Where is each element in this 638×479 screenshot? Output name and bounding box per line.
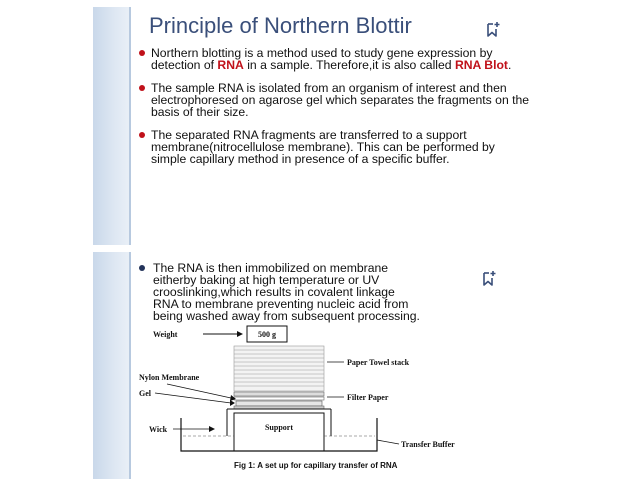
highlight-text: RNA Blot: [454, 58, 508, 72]
bullet-list: [139, 262, 530, 322]
weight-label: Weight: [153, 330, 178, 339]
weight-arrowhead: [237, 331, 243, 337]
bullet-list: [139, 47, 530, 176]
bullet-line: RNA to membrane preventing nucleic acid from: [153, 297, 409, 311]
wick-label: Wick: [149, 425, 168, 434]
bullet-item: [139, 262, 530, 322]
nylon-membrane: [234, 397, 324, 400]
filter-paper-label: Filter Paper: [347, 393, 389, 402]
buffer-pointer: [377, 440, 399, 444]
bullet-text: .: [507, 58, 512, 72]
figure-caption: Fig 1: A set up for capillary transfer of RNA: [234, 461, 398, 470]
bullet-text: in a sample. Therefore,it is also called: [243, 58, 455, 72]
bullet-dot: [139, 265, 145, 271]
gel-arrowhead: [230, 400, 235, 406]
capillary-transfer-diagram: [139, 324, 533, 476]
bullet-dot: [139, 85, 145, 91]
gel-pointer: [155, 393, 231, 403]
nylon-membrane-label: Nylon Membrane: [139, 373, 200, 382]
bullet-dot: [139, 132, 145, 138]
wick-arrowhead: [209, 426, 215, 432]
bullet-text: The separated RNA fragments are transferred to a support membrane(nitrocellulose membrane). This can be performed by simple capillary method in presence of a specific buffer.: [151, 128, 495, 166]
support-label: Support: [264, 423, 294, 432]
highlight-text: RNA: [217, 58, 244, 72]
gel-layer: [236, 401, 322, 406]
paper-towel-label: Paper Towel stack: [347, 358, 410, 367]
gel-label: Gel: [139, 389, 151, 398]
bullet-item: [139, 129, 530, 165]
bullet-line: crooslinking,which results in covalent linkage: [153, 285, 395, 299]
slide-sidebar: [93, 7, 131, 245]
transfer-buffer-label: Transfer Buffer: [401, 440, 455, 449]
weight-value: 500 g: [258, 330, 276, 339]
bullet-line: The RNA is then immobilized on membrane: [153, 261, 389, 275]
filter-paper-top: [234, 392, 324, 396]
paper-towel-stack: [234, 346, 324, 391]
bookmark-plus-icon[interactable]: [486, 21, 500, 37]
bullet-dot: [139, 50, 145, 56]
bullet-item: [139, 82, 530, 118]
bullet-line: eitherby baking at high temperature or UV: [153, 273, 380, 287]
slide-title: Principle of Northern Blottir: [149, 13, 412, 38]
slide-2: [93, 252, 536, 479]
bullet-text: Northern blotting is a method used to study gene expression by detection of: [151, 46, 493, 72]
bookmark-plus-icon[interactable]: [482, 270, 496, 286]
support-block: [234, 413, 324, 451]
bullet-item: [139, 47, 530, 71]
slide-sidebar: [93, 252, 131, 479]
bullet-text: The sample RNA is isolated from an organism of interest and then electrophoresed on agarose gel which separates the fragments on the basis of their size.: [151, 81, 530, 119]
slide-1: [93, 7, 536, 245]
bullet-line: being washed away from subsequent processing.: [153, 309, 420, 323]
